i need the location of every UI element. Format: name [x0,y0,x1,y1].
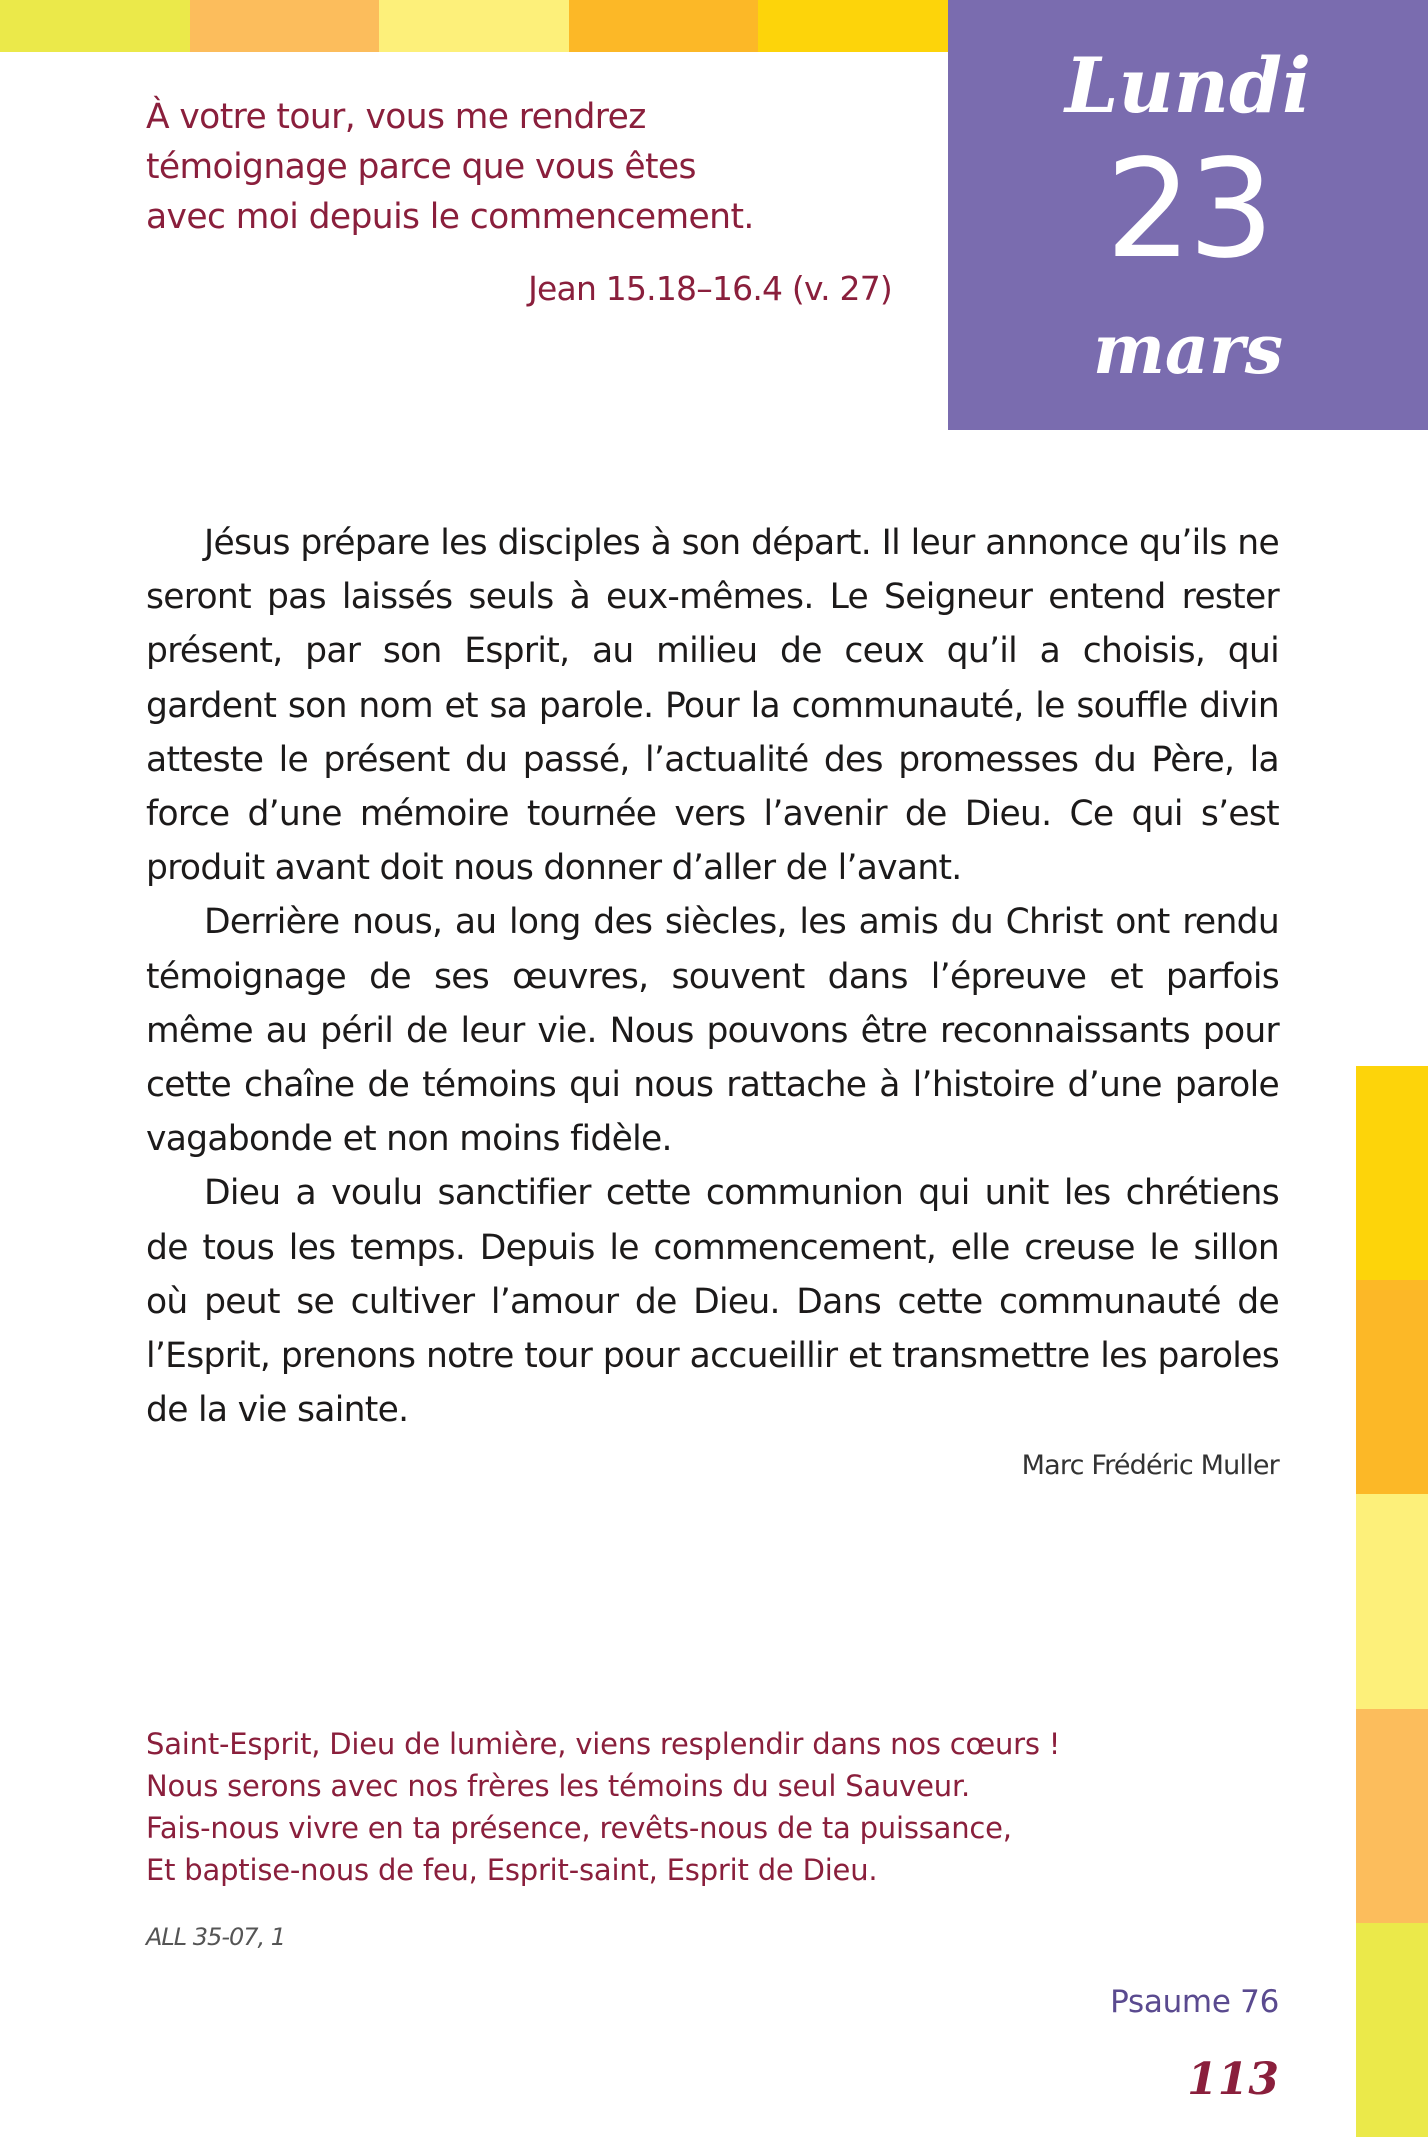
stripe-segment [1356,1709,1428,1923]
verse-line: avec moi depuis le commencement. [146,197,754,237]
meditation-paragraph: Dieu a voulu sanctifier cette communion qui unit les chrétiens de tous les temps. Depuis le commencement, elle creuse le sillon où peut se cultiver l’amour de Dieu. Dans cette communauté de l’Esprit, prenons notre tour pour accueillir et transmettre les paroles de la vie sainte. [146,1173,1279,1431]
date-weekday: Lundi [1065,41,1311,130]
meditation-text [146,516,1279,1437]
date-day: 23 [1105,131,1271,289]
verse-line: À votre tour, vous me rendrez [146,97,646,137]
stripe-segment [1356,1066,1428,1280]
psalm-reference: Psaume 76 [1110,1984,1279,2020]
hymn-line: Saint-Esprit, Dieu de lumière, viens resplendir dans nos cœurs ! [146,1727,1061,1761]
stripe-segment [1356,1494,1428,1708]
date-month: mars [1092,310,1284,390]
hymn-line: Nous serons avec nos frères les témoins du seul Sauveur. [146,1769,971,1803]
bible-verse [146,92,906,242]
side-color-stripe [1356,1066,1428,2137]
hymn-line: Fais-nous vivre en ta présence, revêts-nous de ta puissance, [146,1811,1012,1845]
stripe-segment [379,0,569,52]
meditation-paragraph: Jésus prépare les disciples à son départ. Il leur annonce qu’ils ne seront pas laissés seuls à eux-mêmes. Le Seigneur entend rester présent, par son Esprit, au milieu de ceux qu’il a choisis, qui gardent son nom et sa parole. Pour la communauté, le souffle divin atteste le présent du passé, l’actualité des promesses du Père, la force d’une mémoire tournée vers l’avenir de Dieu. Ce qui s’est produit avant doit nous donner d’aller de l’avant. [146,523,1279,889]
hymn-line: Et baptise-nous de feu, Esprit-saint, Esprit de Dieu. [146,1853,878,1887]
verse-line: témoignage parce que vous êtes [146,147,696,187]
top-color-stripe [0,0,948,52]
date-box [948,0,1428,430]
meditation-paragraph: Derrière nous, au long des siècles, les amis du Christ ont rendu témoignage de ses œuvres, souvent dans l’épreuve et parfois même au péril de leur vie. Nous pouvons être reconnaissants pour cette chaîne de témoins qui nous rattache à l’histoire d’une parole vagabonde et non moins fidèle. [146,902,1279,1160]
stripe-segment [1356,1280,1428,1494]
verse-reference: Jean 15.18–16.4 (v. 27) [528,269,892,308]
stripe-segment [569,0,759,52]
stripe-segment [758,0,948,52]
hymn-reference: ALL 35-07, 1 [146,1923,286,1951]
stripe-segment [190,0,380,52]
author-name: Marc Frédéric Muller [1021,1450,1279,1481]
hymn-text [146,1723,1060,1891]
stripe-segment [0,0,190,52]
stripe-segment [1356,1923,1428,2137]
page-number: 113 [1187,2054,1279,2105]
